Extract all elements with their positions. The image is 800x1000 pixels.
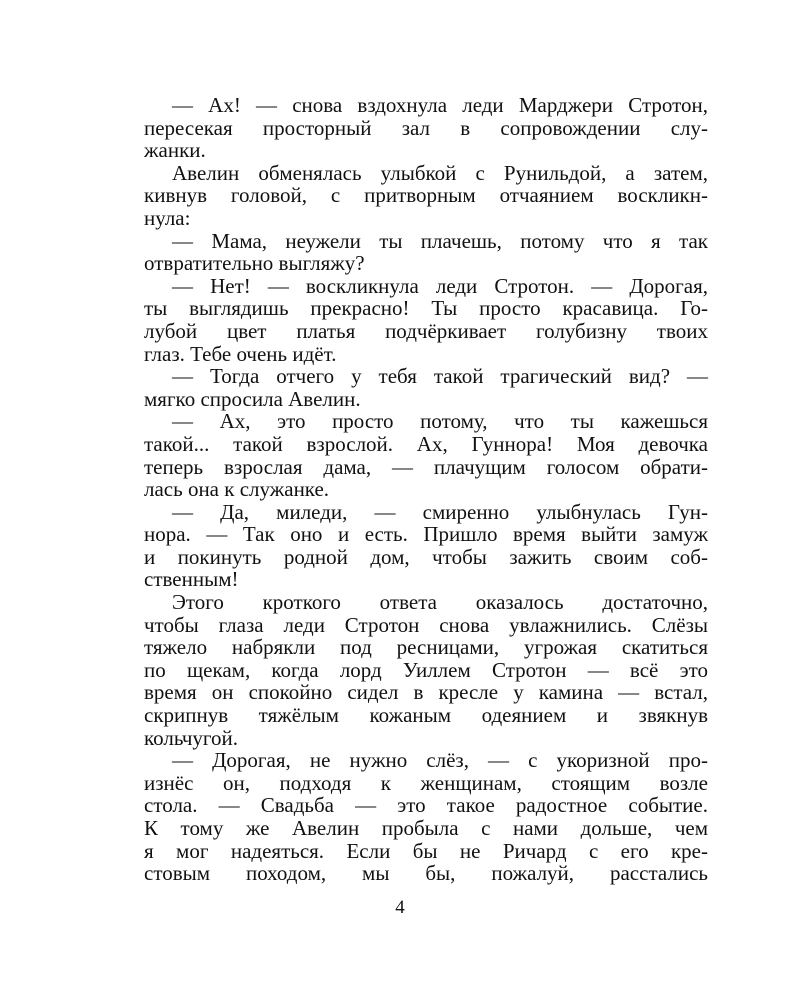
text-line: кивнув головой, с притворным отчаянием воскликн- (144, 183, 708, 208)
text-line: лубой цвет платья подчёркивает голубизну твоих (144, 318, 708, 343)
text-line: — Нет! — воскликнула леди Стротон. — Дорогая, (172, 273, 708, 298)
text-line: тяжело набрякли под ресницами, угрожая скатиться (144, 635, 708, 660)
text-line: глаз. Тебе очень идёт. (144, 341, 337, 366)
text-line: мягко спросила Авелин. (144, 386, 361, 411)
text-line: ственным! (144, 567, 239, 592)
text-line: нора. — Так оно и есть. Пришло время выйти замуж (144, 522, 708, 547)
text-line: я мог надеяться. Если бы не Ричард с его кре- (144, 838, 708, 863)
text-line: отвратительно выгляжу? (144, 251, 365, 276)
text-line: стовым походом, мы бы, пожалуй, расстались (144, 861, 708, 886)
text-line: теперь взрослая дама, — плачущим голосом обрати- (144, 454, 708, 479)
text-line: и покинуть родной дом, чтобы зажить своим соб- (144, 544, 708, 569)
text-line: скрипнув тяжёлым кожаным одеянием и звякнув (144, 703, 708, 728)
text-line: лась она к служанке. (144, 477, 330, 502)
body-text (144, 94, 708, 885)
text-line: такой... такой взрослой. Ах, Гуннора! Моя девочка (144, 431, 708, 456)
text-line: жанки. (144, 138, 206, 163)
text-line: нула: (144, 205, 191, 230)
text-line: — Ах, это просто потому, что ты кажешься (172, 409, 708, 434)
text-line: чтобы глаза леди Стротон снова увлажнились. Слёзы (144, 612, 708, 637)
page-number: 4 (395, 897, 405, 918)
text-line: стола. — Свадьба — это такое радостное событие. (144, 793, 708, 818)
text-line: по щекам, когда лорд Уиллем Стротон — всё это (144, 657, 708, 682)
text-line: пересекая просторный зал в сопровождении слу- (144, 115, 708, 140)
text-line: изнёс он, подходя к женщинам, стоящим возле (144, 770, 708, 795)
text-line: время он спокойно сидел в кресле у камина — встал, (144, 680, 708, 705)
text-line: — Мама, неужели ты плачешь, потому что я так (172, 228, 708, 253)
text-line: — Тогда отчего у тебя такой трагический вид? — (172, 364, 708, 389)
text-line: Авелин обменялась улыбкой с Рунильдой, а затем, (172, 160, 708, 185)
text-line: ты выглядишь прекрасно! Ты просто красавица. Го- (144, 296, 708, 321)
text-line: — Ах! — снова вздохнула леди Марджери Стротон, (172, 93, 708, 117)
text-line: кольчугой. (144, 725, 238, 750)
text-line: Этого кроткого ответа оказалось достаточно, (172, 590, 708, 615)
text-line: — Дорогая, не нужно слёз, — с укоризной про- (172, 748, 708, 773)
text-line: К тому же Авелин пробыла с нами дольше, чем (144, 816, 708, 840)
text-line: — Да, миледи, — смиренно улыбнулась Гун- (172, 499, 708, 524)
